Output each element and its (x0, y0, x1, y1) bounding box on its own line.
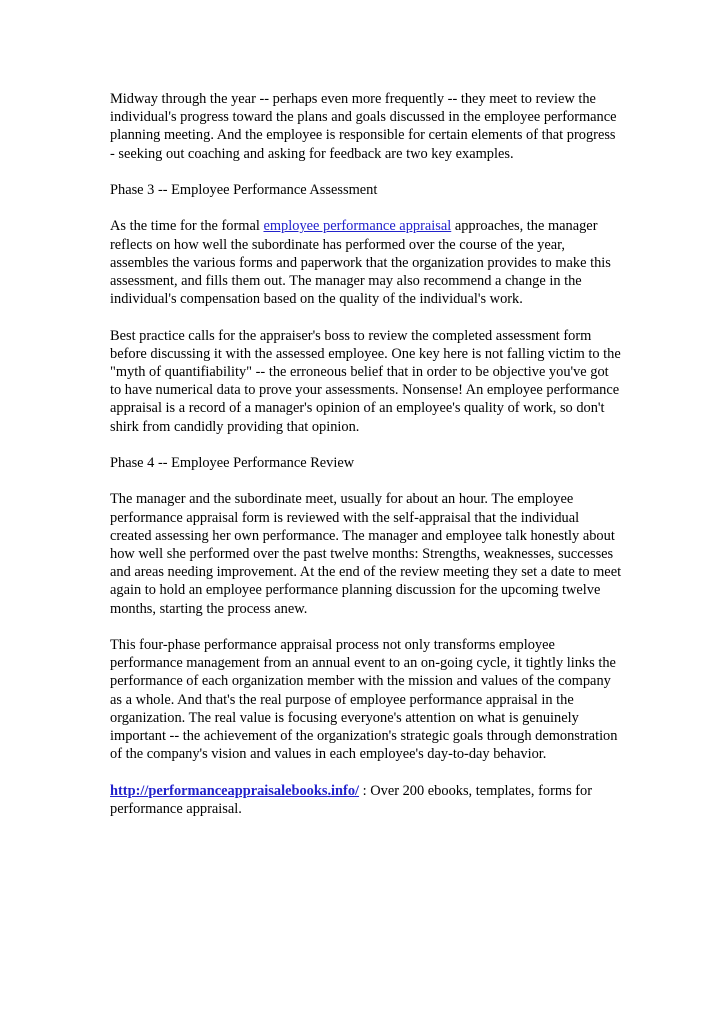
phase-3-heading: Phase 3 -- Employee Performance Assessment (110, 182, 378, 198)
paragraph-midway-review: Midway through the year -- perhaps even more frequently -- they meet to review the individual's progress toward the plans and goals discussed in the employee performance planning meeting. And the employee is responsible for certain elements of that progress - seeking out coaching and asking for feedback are two key examples. (110, 91, 617, 162)
ebooks-website-link[interactable]: http://performanceappraisalebooks.info/ (110, 782, 360, 799)
employee-performance-appraisal-link[interactable]: employee performance appraisal (263, 218, 452, 235)
paragraph-text-after-link: approaches, the manager reflects on how well the subordinate has performed over the course of the year, assembles the various forms and paperwork that the organization provides to make this assessment, and fills them out. The manager may also recommend a change in the individual's compensation based on the quality of the individual's work. (110, 218, 611, 308)
phase-4-heading: Phase 4 -- Employee Performance Review (110, 455, 355, 471)
paragraph-four-phase-process: This four-phase performance appraisal process not only transforms employee performance management from an annual event to an on-going cycle, it tightly links the performance of each organization member with the mission and values of the company as a whole. And that's the real purpose of employee performance appraisal in the organization. The real value is focusing everyone's attention on what is genuinely important -- the achievement of the organization's strategic goals through demonstration of the company's vision and values in each employee's day-to-day behavior. (110, 637, 618, 763)
footer-resource-line (110, 782, 622, 818)
paragraph-review-meeting: The manager and the subordinate meet, usually for about an hour. The employee performance appraisal form is reviewed with the self-appraisal that the individual created assessing her own performance. The manager and employee talk honestly about how well she performed over the past twelve months: Strengths, weaknesses, successes and areas needing improvement. At the end of the review meeting they set a date to meet again to hold an employee performance planning discussion for the upcoming twelve months, starting the process anew. (110, 491, 622, 617)
paragraph-formal-appraisal (110, 217, 622, 308)
paragraph-best-practice: Best practice calls for the appraiser's boss to review the completed assessment form before discussing it with the assessed employee. One key here is not falling victim to the "myth of quantifiability" -- the erroneous belief that in order to be objective you've got to have numerical data to prove your assessments. Nonsense! An employee performance appraisal is a record of a manager's opinion of an employee's quality of work, so don't shirk from candidly providing that opinion. (110, 327, 621, 435)
document-page (110, 90, 622, 836)
paragraph-text-before-link: As the time for the formal (110, 218, 264, 235)
footer-description: : Over 200 ebooks, templates, forms for performance appraisal. (110, 782, 593, 817)
